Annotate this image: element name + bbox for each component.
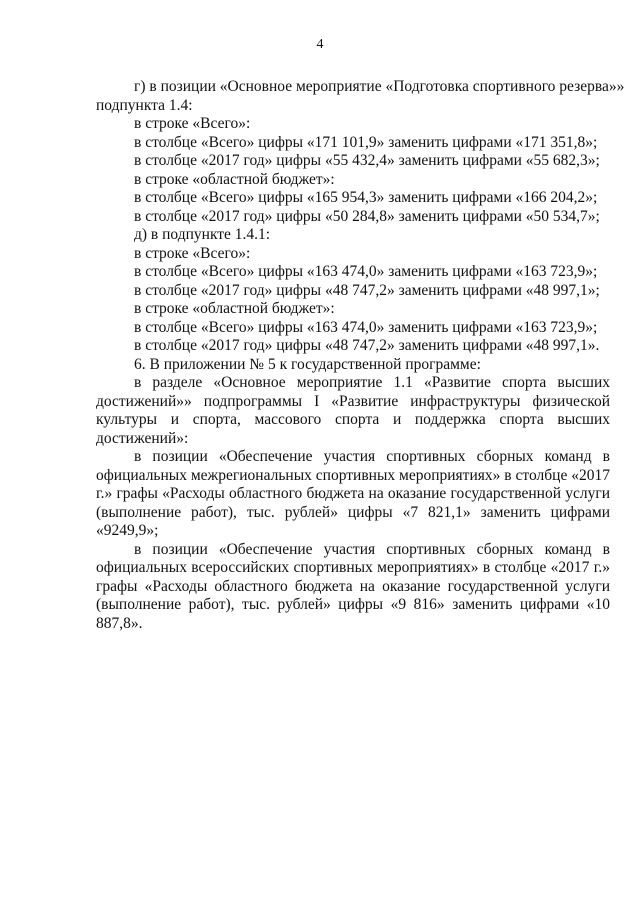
section-heading: 6. В приложении № 5 к государственной программе: xyxy=(134,355,481,373)
text-line: в столбце «2017 год» цифры «55 432,4» заменить цифрами «55 682,3»; xyxy=(134,152,600,169)
text-line: в строке «областной бюджет»: xyxy=(134,300,335,317)
text-line: в столбце «2017 год» цифры «48 747,2» заменить цифрами «48 997,1». xyxy=(134,337,600,354)
text-line: в столбце «2017 год» цифры «48 747,2» заменить цифрами «48 997,1»; xyxy=(134,281,600,299)
text-line: в строке «Всего»: xyxy=(134,244,251,262)
paragraph: в разделе «Основное мероприятие 1.1 «Развитие спорта высших достижений»» подпрограммы I «Развитие инфраструктуры физической культуры и спорта, массового спорта и поддержка спорта высших достижений»: xyxy=(96,374,610,447)
text-line: г) в позиции «Основное мероприятие «Подготовка спортивного резерва»» xyxy=(134,78,625,95)
page-number: 4 xyxy=(316,37,324,52)
text-line: в столбце «Всего» цифры «163 474,0» заменить цифрами «163 723,9»; xyxy=(134,263,598,280)
paragraph: в позиции «Обеспечение участия спортивных сборных команд в официальных всероссийских спортивных мероприятиях» в столбце «2017 г.» графы «Расходы областного бюджета на оказание государственной услуги (выполнение работ), тыс. рублей» цифры «9 816» заменить цифрами «10 887,8». xyxy=(96,540,610,632)
text-line: в столбце «Всего» цифры «163 474,0» заменить цифрами «163 723,9»; xyxy=(134,318,598,336)
text-line: д) в подпункте 1.4.1: xyxy=(134,226,271,243)
document-body xyxy=(96,78,625,633)
text-line: в столбце «Всего» цифры «165 954,3» заменить цифрами «166 204,2»; xyxy=(134,189,598,206)
text-line: подпункта 1.4: xyxy=(96,96,193,114)
paragraph: в позиции «Обеспечение участия спортивных сборных команд в официальных межрегиональных спортивных мероприятиях» в столбце «2017 г.» графы «Расходы областного бюджета на оказание государственной услуги (выполнение работ), тыс. рублей» цифры «7 821,1» заменить цифрами «9249,9»; xyxy=(96,448,610,539)
text-line: в столбце «2017 год» цифры «50 284,8» заменить цифрами «50 534,7»; xyxy=(134,207,600,225)
text-line: в строке «Всего»: xyxy=(134,115,251,132)
text-line: в строке «областной бюджет»: xyxy=(134,170,335,188)
text-line: в столбце «Всего» цифры «171 101,9» заменить цифрами «171 351,8»; xyxy=(134,133,598,151)
